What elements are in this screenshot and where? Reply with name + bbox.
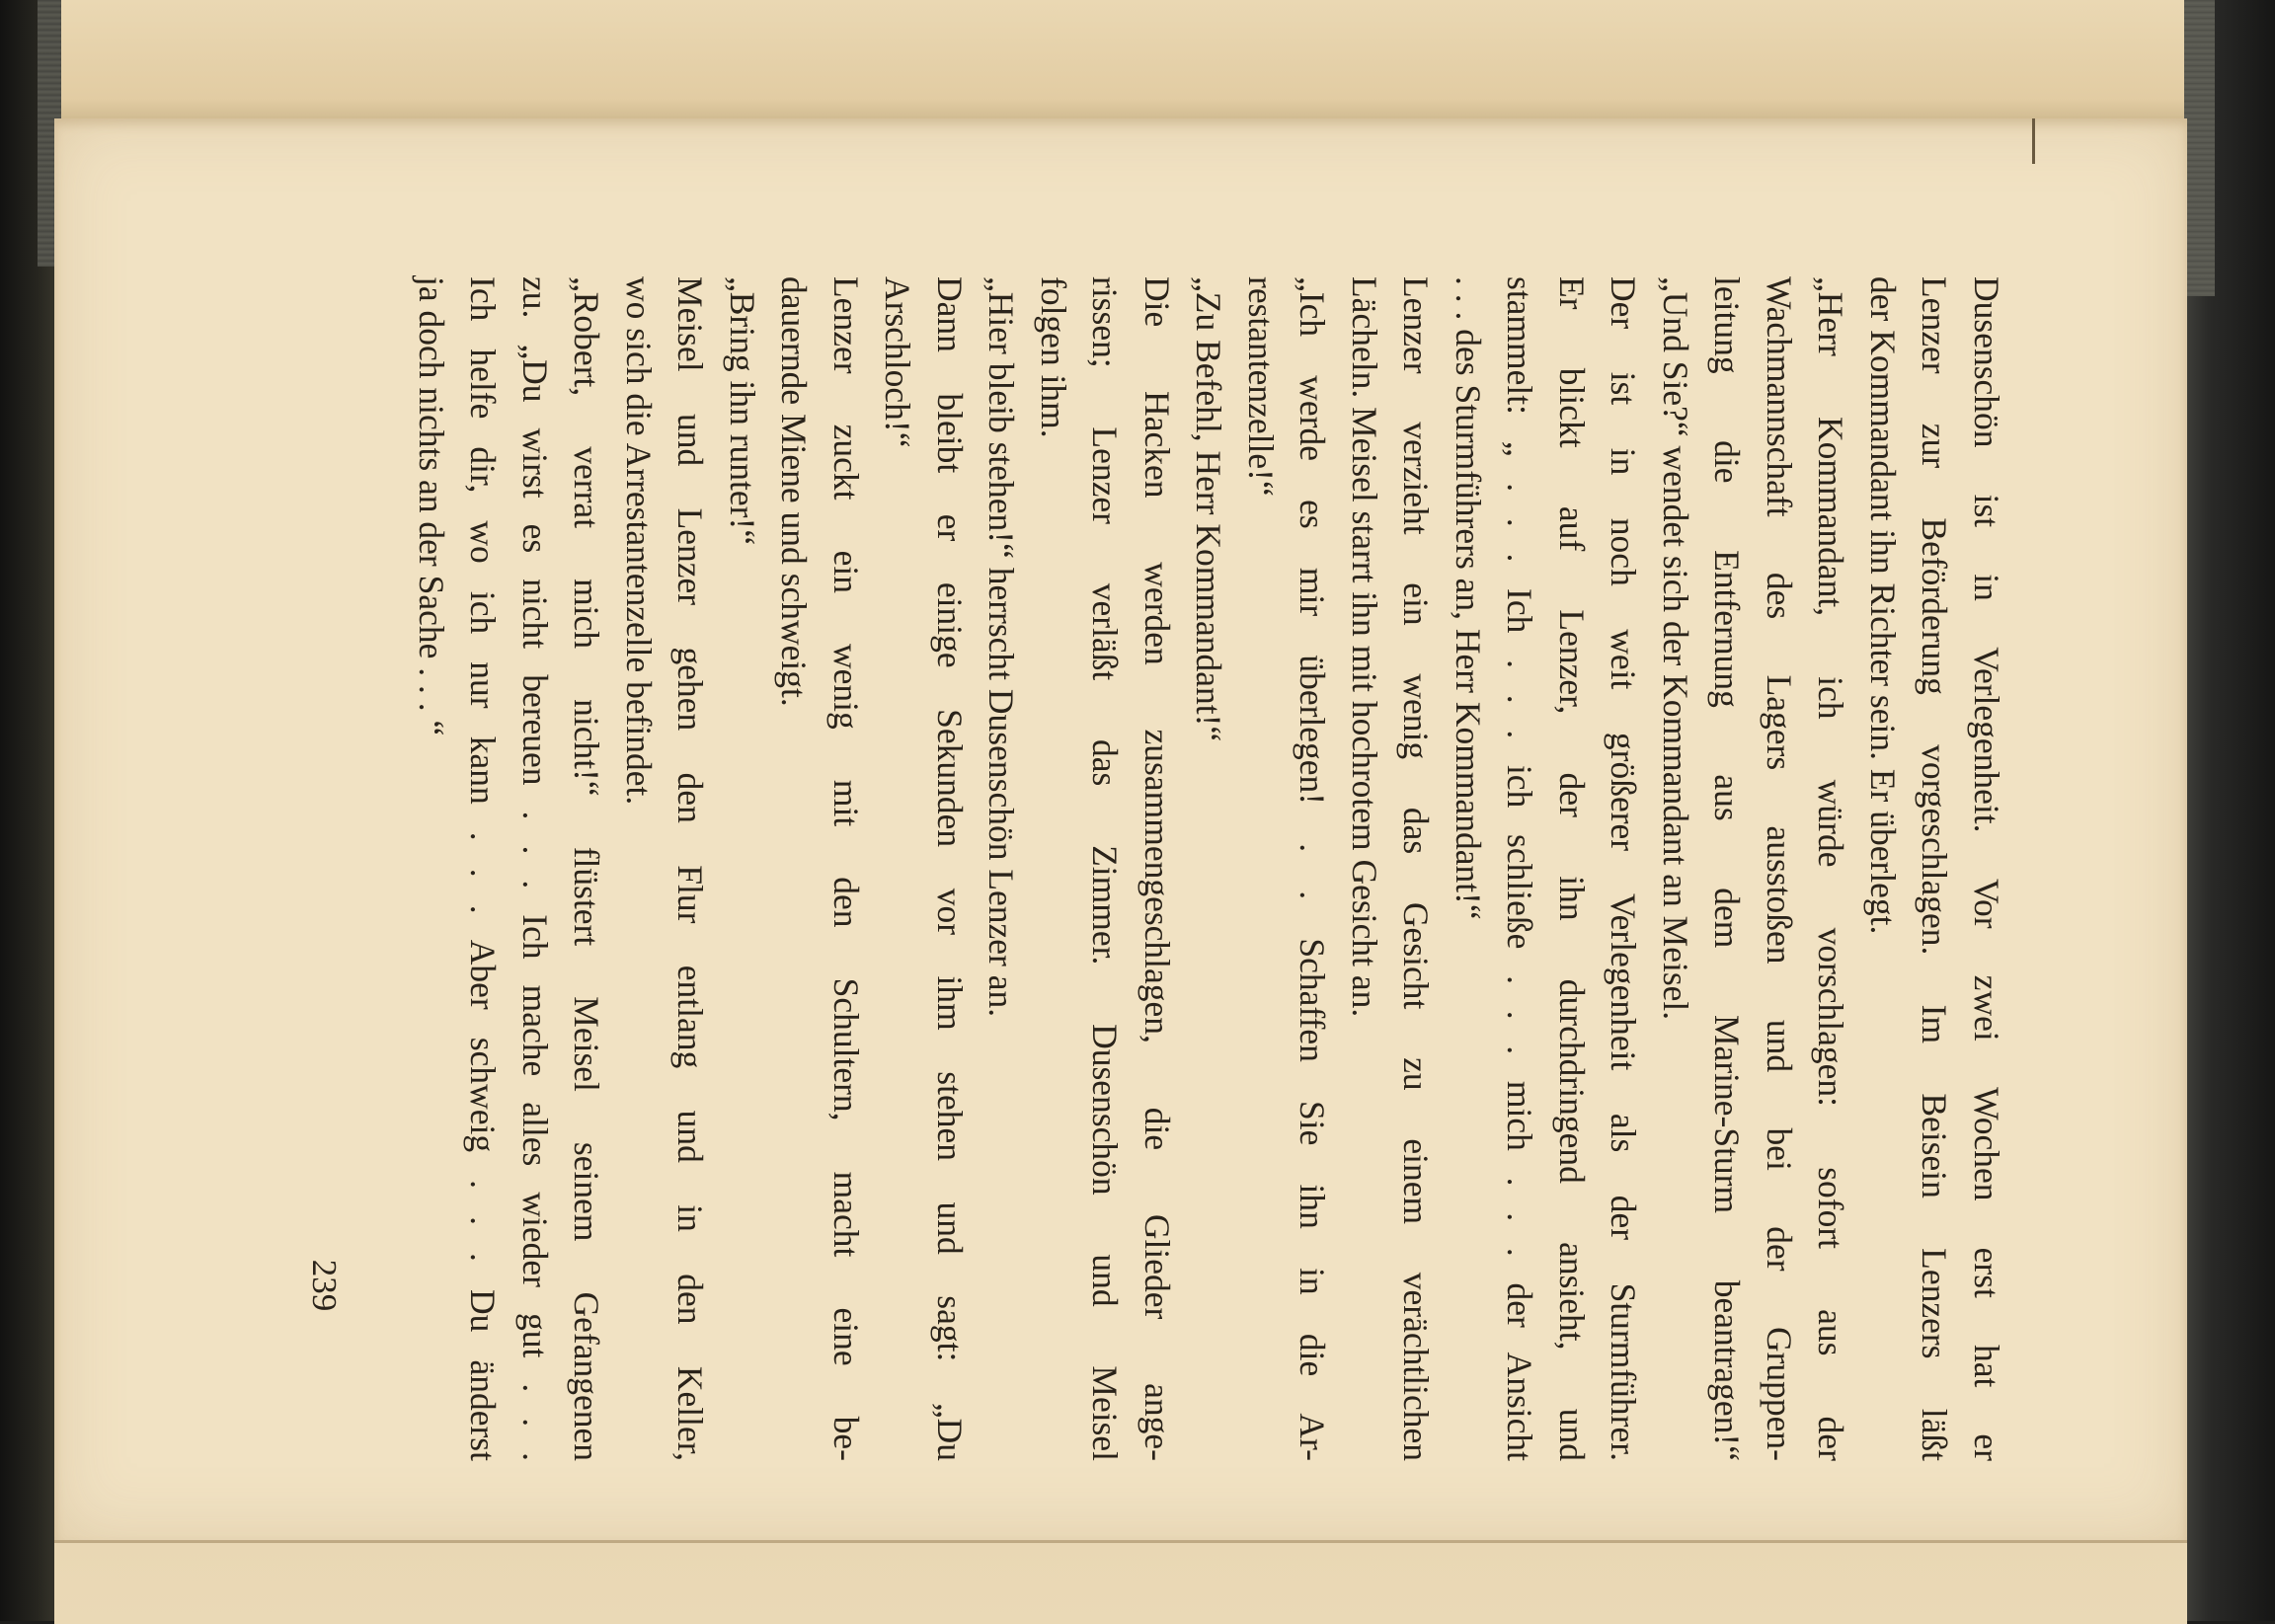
text-line: „Robert, verrat mich nicht!“ flüstert Meisel seinem Gefangenen — [567, 276, 607, 1461]
text-line: Er blickt auf Lenzer, der ihn durchdringend ansieht, und — [1552, 276, 1592, 1461]
text-line: Lenzer verzieht ein wenig das Gesicht zu einem verächtlichen — [1396, 276, 1437, 1461]
text-line: . . . des Sturmführers an, Herr Kommandant!“ — [1449, 276, 1488, 920]
text-line: ja doch nichts an der Sache . . . “ — [412, 276, 451, 736]
text-line: folgen ihm. — [1034, 276, 1073, 438]
page-fore-edge — [54, 1540, 2187, 1624]
text-line: Lächeln. Meisel starrt ihn mit hochrotem Gesicht an. — [1345, 276, 1384, 1018]
text-line: Arschloch!“ — [878, 276, 918, 448]
text-line: Lenzer zur Beförderung vorgeschlagen. Im Beisein Lenzers läßt — [1915, 276, 1955, 1461]
text-line: Dann bleibt er einige Sekunden vor ihm stehen und sagt: „Du — [930, 276, 970, 1461]
text-line: „Zu Befehl, Herr Kommandant!“ — [1189, 276, 1229, 742]
gutter-mark — [2032, 118, 2035, 164]
text-line: „Ich werde es mir überlegen! . . Schaffen Sie ihn in die Ar- — [1293, 276, 1333, 1461]
text-line: „Und Sie?“ wendet sich der Kommandant an Meisel. — [1656, 276, 1695, 1021]
text-line: „Bring ihn runter!“ — [723, 276, 762, 546]
text-line: Meisel und Lenzer gehen den Flur entlang und in den Keller, — [670, 276, 711, 1461]
text-line: Lenzer zuckt ein wenig mit den Schultern, macht eine be- — [826, 276, 866, 1461]
page-number: 239 — [305, 1259, 344, 1312]
text-line: leitung die Entfernung aus dem Marine-Sturm beantragen!“ — [1707, 276, 1748, 1461]
text-line: Wachmannschaft des Lagers ausstoßen und bei der Gruppen- — [1760, 276, 1799, 1461]
text-line: Die Hacken werden zusammengeschlagen, die Glieder ange- — [1138, 276, 1177, 1461]
text-line: „Hier bleib stehen!“ herrscht Dusenschön Lenzer an. — [981, 276, 1022, 1018]
facing-page-edge — [61, 0, 2184, 125]
page-body-text — [334, 276, 2012, 1461]
text-line: der Kommandant ihn Richter sein. Er überlegt. — [1863, 276, 1903, 935]
text-line: Der ist in noch weit größerer Verlegenheit als der Sturmführer. — [1604, 276, 1644, 1461]
text-line: dauernde Miene und schweigt. — [774, 276, 815, 707]
text-line: Ich helfe dir, wo ich nur kann . . . Aber schweig . . . Du änderst — [463, 276, 504, 1461]
text-line: stammelt: „ . . . Ich . . . ich schließe . . . mich . . . der Ansicht — [1500, 276, 1540, 1461]
text-line: Dusenschön ist in Verlegenheit. Vor zwei Wochen erst hat er — [1967, 276, 2006, 1461]
text-line: „Herr Kommandant, ich würde vorschlagen: sofort aus der — [1811, 276, 1851, 1461]
text-line: rissen; Lenzer verläßt das Zimmer. Dusenschön und Meisel — [1085, 276, 1126, 1461]
text-line: zu. „Du wirst es nicht bereuen . . . Ich mache alles wieder gut . . . — [515, 276, 555, 1461]
text-line: wo sich die Arrestantenzelle befindet. — [619, 276, 659, 806]
text-line: restantenzelle!“ — [1241, 276, 1281, 497]
